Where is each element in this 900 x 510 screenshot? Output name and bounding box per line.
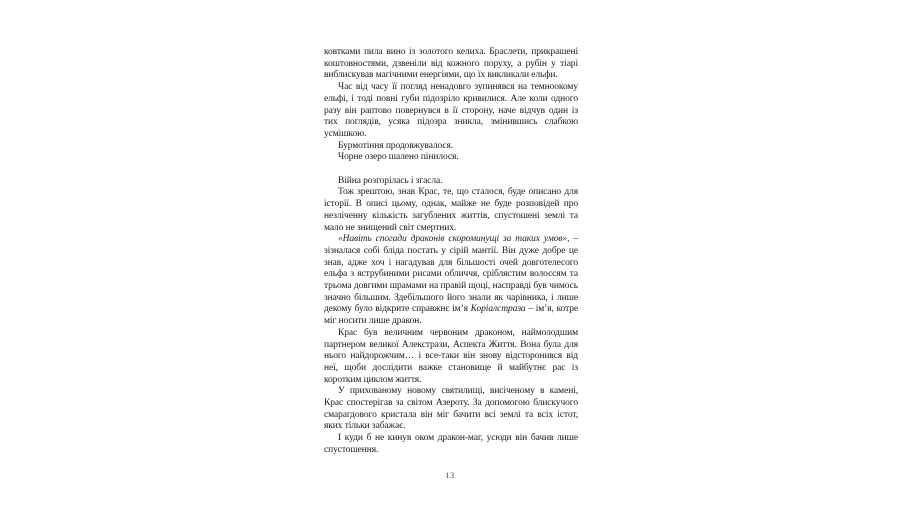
paragraph-text-italic: «Навіть спогади драконів скороминущі за таких умов» bbox=[338, 234, 568, 245]
paragraph-text: Час від часу її погляд ненадовго зупинявся на темноокому ельфі, і тоді повні губи підозріло кривилися. Але коли одного разу він раптово повернувся в її сторону, наче відчув один із тих поглядів, усяка підозра зникла, змінившись слабкою усмішкою. bbox=[324, 82, 578, 139]
paragraph bbox=[324, 187, 578, 234]
paragraph-text: Тож зрештою, знав Крас, те, що сталося, буде описано для історії. В описі цьому, однак, майже не буде розповідей про незліченну кількість загублених життів, спустошені землі та мало не знищений світ смертних. bbox=[324, 187, 578, 233]
paragraph-text: Крас був величним червоним драконом, наймолодшим партнером великої Алекстрази, Аспекта Життя. Вона була для нього найдорожчим… і все-таки він знову відсторонився від неї, щоби дослідити важке становище й майбутнє рас із коротким циклом життя. bbox=[324, 327, 578, 385]
paragraph bbox=[324, 328, 578, 387]
paragraph bbox=[324, 152, 578, 164]
paragraph bbox=[324, 433, 578, 456]
paragraph-text: Війна розгорілась і згасла. bbox=[338, 175, 443, 186]
page-number: 13 bbox=[445, 470, 455, 480]
paragraph-text: , – зізналася собі бліда постать у сірій мантії. Він дуже добре це знав, адже хоч і нагадував для більшості очей довготелесого ельфа з яструбиними рисами обличчя, сріблястим волоссям та трьома довгими шрамами на правій щоці, насправді був чимось значно більшим. Здебільшого його знали як чарівника, і лише декому було відкрите справжнє ім’я bbox=[324, 234, 578, 315]
paragraph-text: У прихованому новому святилищі, висіченому в камені, Крас спостерігав за світом Азероту. За допомогою блискучого смарагдового кристала він міг бачити всі землі та всіх істот, яких тільки забажає. bbox=[324, 386, 578, 432]
paragraph bbox=[324, 141, 578, 153]
paragraph-text-italic: Коріалстраза bbox=[470, 304, 526, 315]
paragraph bbox=[324, 386, 578, 433]
paragraph-text: – ім’я, котре міг носити лише дракон. bbox=[324, 304, 578, 327]
paragraph bbox=[324, 82, 578, 141]
paragraph-text: Чорне озеро шалено пінилося. bbox=[338, 152, 459, 163]
paragraph-text: Бурмотіння продовжувалося. bbox=[338, 140, 454, 151]
paragraph bbox=[324, 234, 578, 328]
paragraph bbox=[324, 176, 578, 188]
text-column bbox=[324, 47, 578, 457]
paragraph-text: ковтками пила вино із золотого келиха. Браслети, прикрашені коштовностями, дзвеніли від кожного поруху, а рубін у тіарі виблискував магічними енергіями, що їх викликали ельфи. bbox=[324, 47, 578, 81]
paragraph-text: І куди б не кинув оком дракон-маг, усюди він бачив лише спустошення. bbox=[324, 433, 578, 455]
paragraph bbox=[324, 47, 578, 82]
